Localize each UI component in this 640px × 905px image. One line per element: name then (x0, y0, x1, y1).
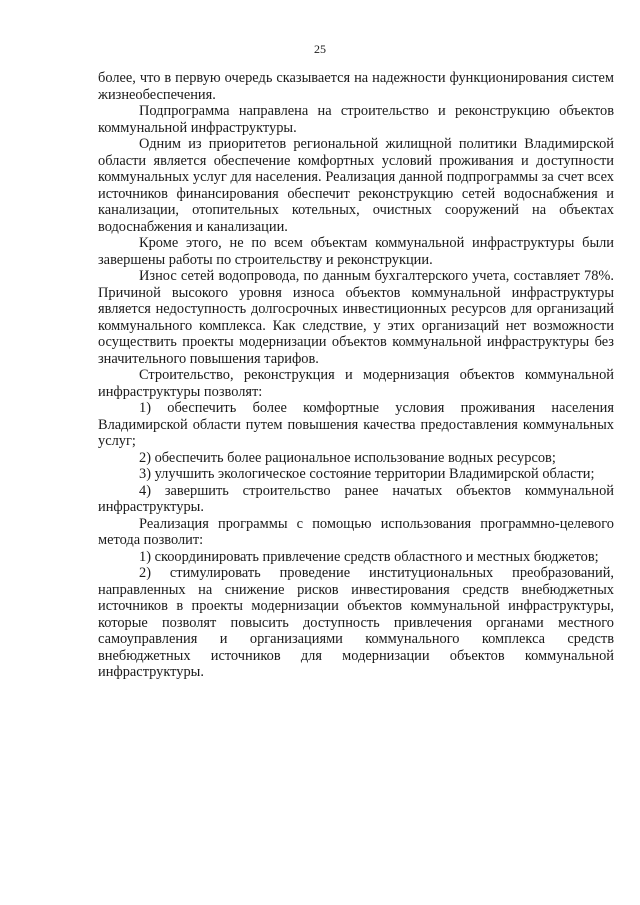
paragraph-6: Строительство, реконструкция и модернизация объектов коммунальной инфраструктуры позволят: (98, 367, 614, 400)
list-item-3: 3) улучшить экологическое состояние территории Владимирской области; (139, 466, 595, 482)
body-text (98, 70, 614, 681)
page-number: 25 (314, 42, 326, 56)
list-item-1: 1) обеспечить более комфортные условия проживания населения Владимирской области путем повышения качества предоставления коммунальных услуг; (98, 400, 614, 449)
list-item-6: 2) стимулировать проведение институциональных преобразований, направленных на снижение рисков инвестирования средств внебюджетных источников в проекты модернизации объектов коммунальной инфраструктуры, которые позволят повысить доступность привлечения органами местного самоуправления и организациями коммунального комплекса средств внебюджетных источников для модернизации объектов коммунальной инфраструктуры. (98, 565, 614, 680)
list-item-5: 1) скоординировать привлечение средств областного и местных бюджетов; (139, 548, 599, 565)
paragraph-7: Реализация программы с помощью использования программно-целевого метода позволит: (98, 515, 614, 548)
paragraph-2: Подпрограмма направлена на строительство и реконструкцию объектов коммунальной инфраструктуры. (98, 103, 614, 136)
list-item-4: 4) завершить строительство ранее начатых объектов коммунальной инфраструктуры. (98, 482, 614, 515)
paragraph-5: Износ сетей водопровода, по данным бухгалтерского учета, составляет 78%. Причиной высокого уровня износа объектов коммунальной инфраструктуры является недоступность долгосрочных инвестиционных ресурсов для организаций коммунального комплекса. Как следствие, у этих организаций нет возможности осуществить проекты модернизации объектов коммунальной инфраструктуры без значительного повышения тарифов. (98, 268, 614, 367)
paragraph-3: Одним из приоритетов региональной жилищной политики Владимирской области является обеспечение комфортных условий проживания и доступности коммунальных услуг для населения. Реализация данной подпрограммы за счет всех источников финансирования обеспечит реконструкцию сетей водоснабжения и канализации, отопительных котельных, очистных сооружений на объектах водоснабжения и канализации. (98, 136, 614, 235)
list-item-2: 2) обеспечить более рациональное использование водных ресурсов; (139, 449, 556, 466)
paragraph-1: более, что в первую очередь сказывается на надежности функционирования систем жизнеобеспечения. (98, 70, 614, 103)
paragraph-4: Кроме этого, не по всем объектам коммунальной инфраструктуры были завершены работы по строительству и реконструкции. (98, 235, 614, 268)
